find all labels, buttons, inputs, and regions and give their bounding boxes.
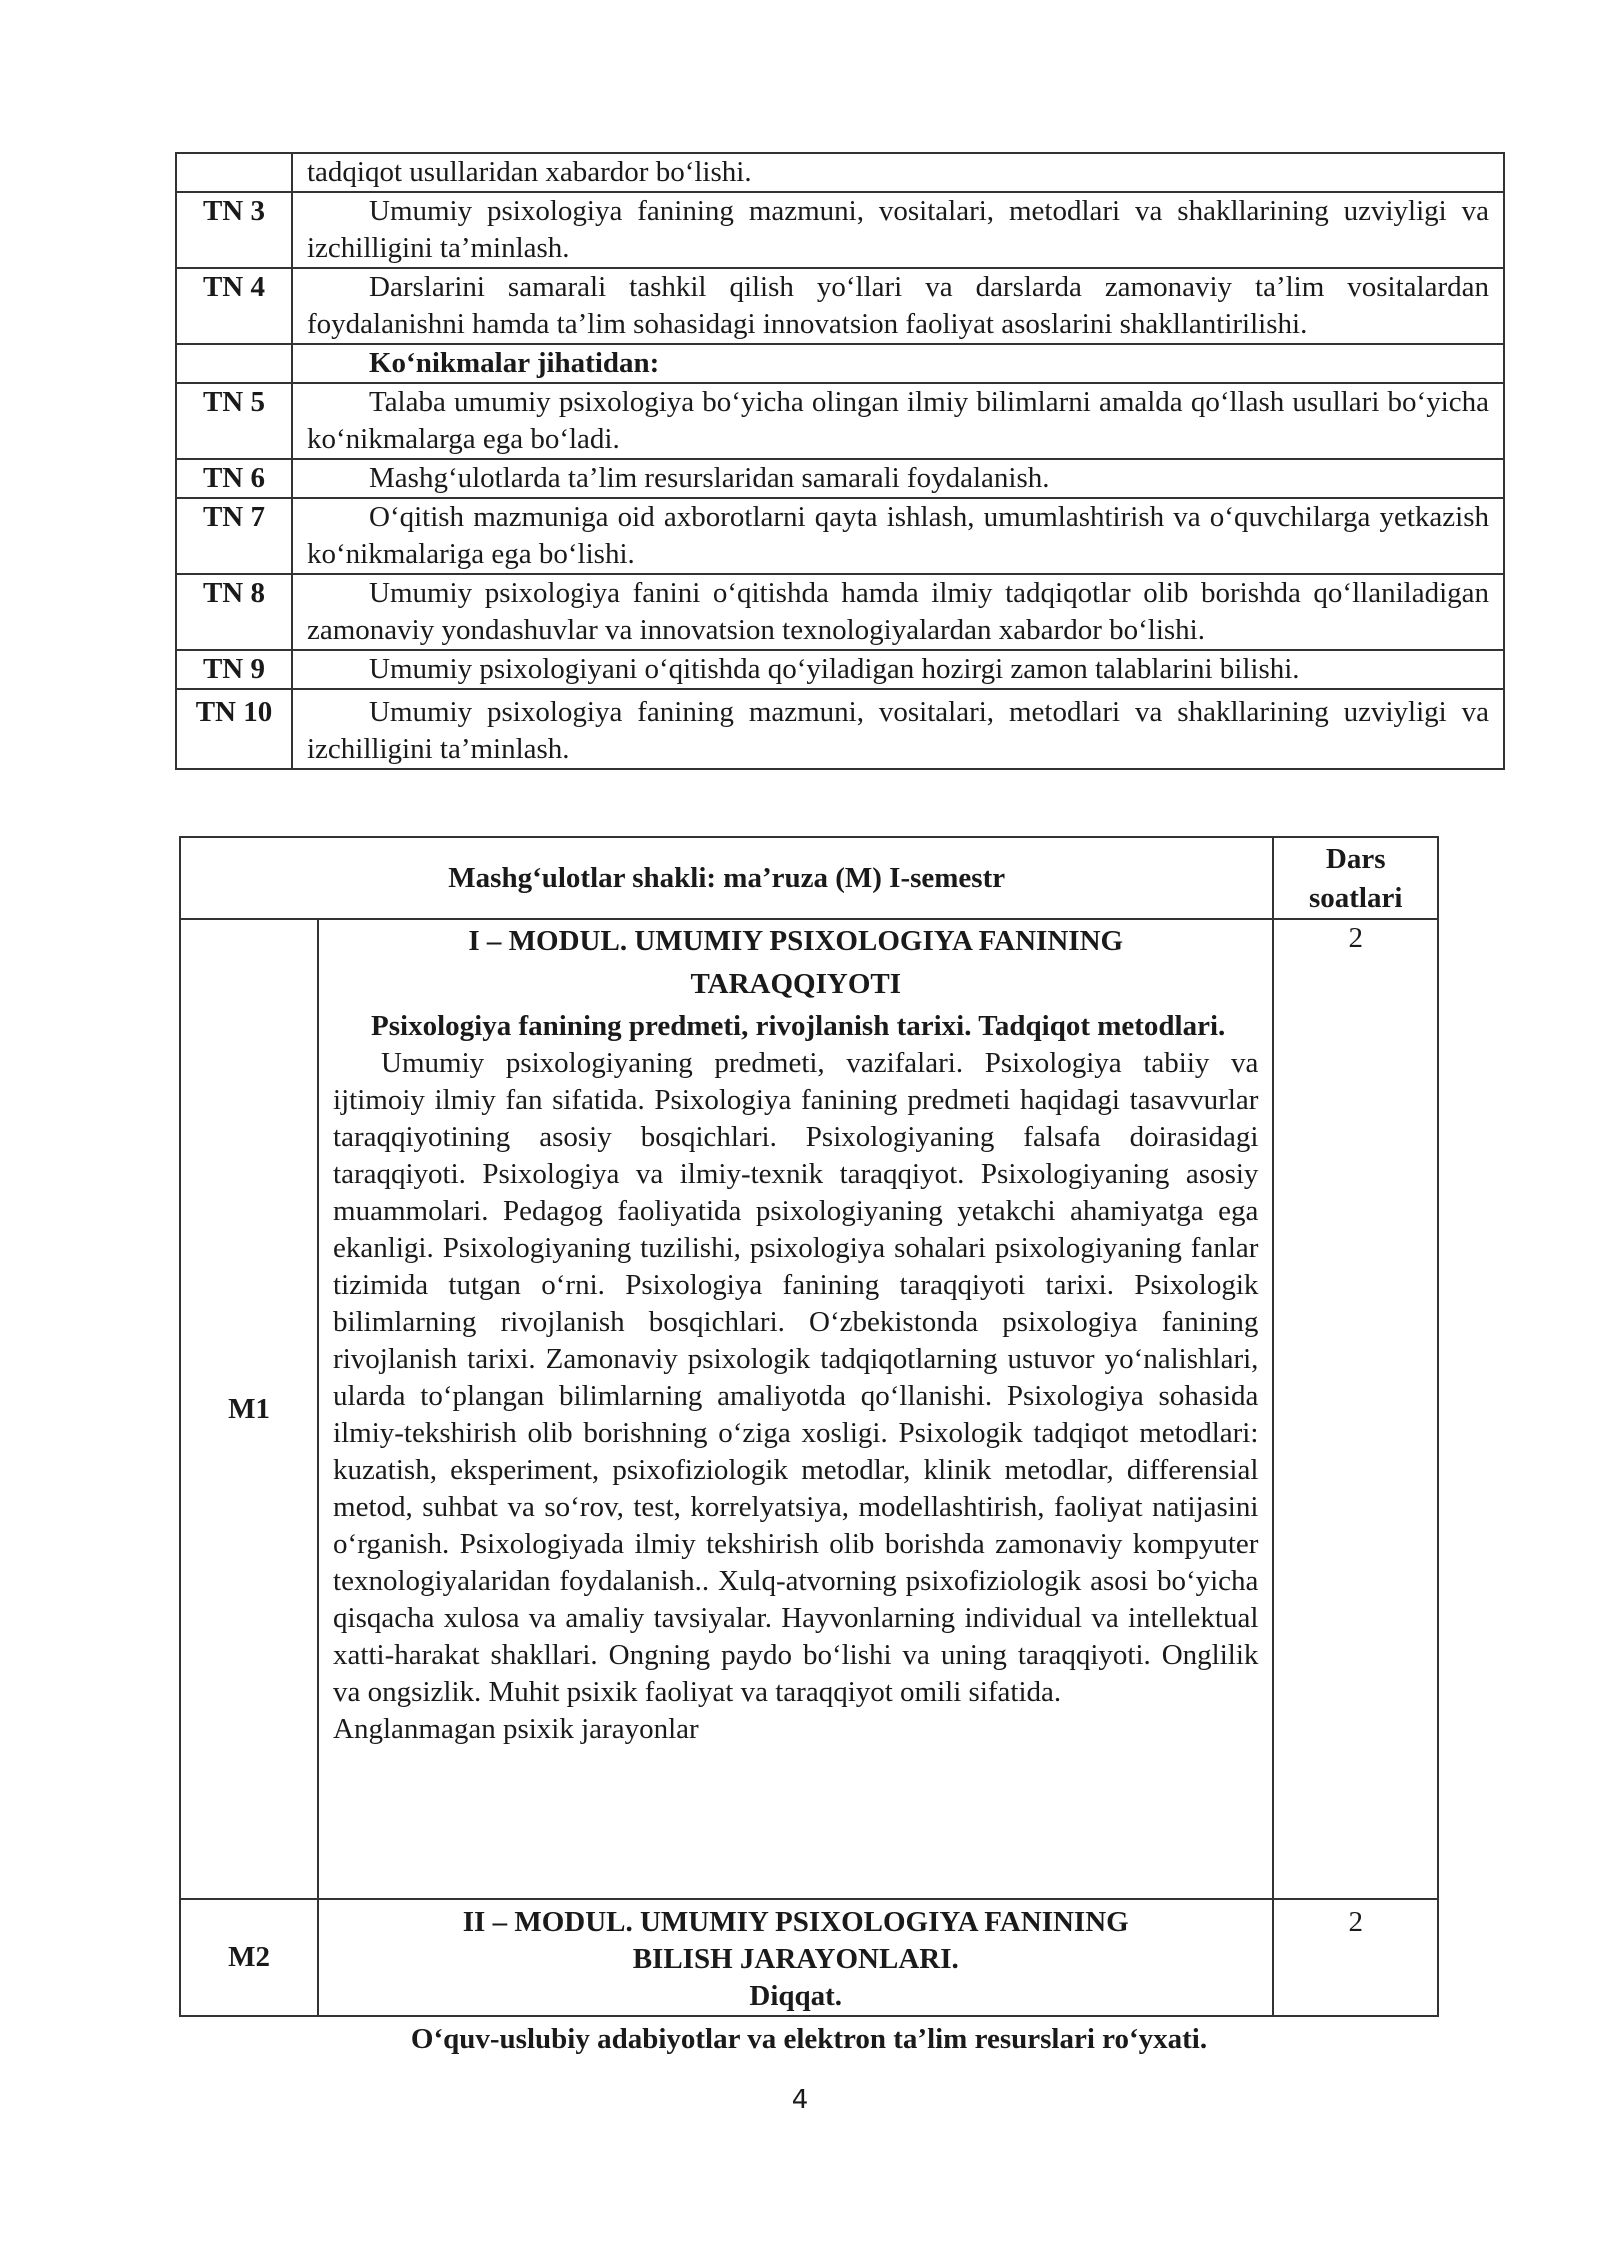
module-content	[318, 1899, 1273, 2016]
table-row	[176, 689, 1504, 769]
table-row	[176, 383, 1504, 459]
row-text: Mashg‘ulotlarda ta’lim resurslaridan samarali foydalanish.	[292, 459, 1504, 498]
lecture-schedule-table	[179, 836, 1439, 2017]
row-label	[176, 153, 292, 192]
learning-outcomes-table	[175, 152, 1505, 770]
row-text: tadqiqot usullaridan xabardor bo‘lishi.	[292, 153, 1504, 192]
module-title-line: BILISH JARAYONLARI.	[632, 1943, 959, 1975]
module-label: M1	[180, 919, 318, 1899]
row-label: TN 4	[176, 268, 292, 344]
row-text: Darslarini samarali tashkil qilish yo‘llari va darslarda zamonaviy ta’lim vositalardan foydalanishni hamda ta’lim sohasidagi innovatsion faoliyat asoslarini shakllantirilishi.	[292, 268, 1504, 344]
module-title	[333, 1904, 1258, 2015]
row-label: TN 10	[176, 689, 292, 769]
table-row	[176, 459, 1504, 498]
table-row	[176, 192, 1504, 268]
page-number: 4	[791, 2085, 809, 2115]
row-label: TN 8	[176, 574, 292, 650]
module-title-line: II – MODUL. UMUMIY PSIXOLOGIYA FANINING	[462, 1906, 1129, 1938]
module-title-line: I – MODUL. UMUMIY PSIXOLOGIYA FANINING	[468, 925, 1124, 957]
header-hours-line: soatlari	[1308, 882, 1403, 914]
topic-heading: Diqqat.	[749, 1980, 843, 2012]
topic-description: Umumiy psixologiyaning predmeti, vazifalari. Psixologiya tabiiy va ijtimoiy ilmiy fan sifatida. Psixologiya fanining predmeti haqidagi tasavvurlar taraqqiyotining asosiy bosqichlari. Psixologiyaning falsafa doirasidagi taraqqiyoti. Psixologiya va ilmiy-texnik taraqqiyot. Psixologiyaning asosiy muammolari. Pedagog faoliyatida psixologiyaning yetakchi ahamiyatga ega ekanligi. Psixologiyaning tuzilishi, psixologiya sohalari psixologiyaning fanlar tizimida tutgan o‘rni. Psixologiya fanining taraqqiyoti tarixi. Psixologik bilimlarning rivojlanish bosqichlari. O‘zbekistonda psixologiya fanining rivojlanish tarixi. Zamonaviy psixologik tadqiqotlarning ustuvor yo‘nalishlari, ularda to‘plangan bilimlarning amaliyotda qo‘llanishi. Psixologiya sohasida ilmiy-tekshirish olib borishning o‘ziga xosligi. Psixologik tadqiqot metodlari: kuzatish, eksperiment, psixofiziologik metodlar, klinik metodlar, differensial metod, suhbat va so‘rov, test, korrelyatsiya, modellashtirish, faoliyat natijasini o‘rganish. Psixologiyada ilmiy tekshirish olib borishda zamonaviy kompyuter texnologiyalaridan foydalanish.. Xulq-atvorning psixofiziologik asosi bo‘yicha qisqacha xulosa va amaliy tavsiyalar. Hayvonlarning individual va intellektual xatti-harakat shakllari. Ongning paydo bo‘lishi va uning taraqqiyoti. Onglilik va ongsizlik. Muhit psixik faoliyat va taraqqiyot omili sifatida.	[333, 1047, 1259, 1708]
section-heading: O‘quv-uslubiy adabiyotlar va elektron ta’lim resurslari ro‘yxati.	[410, 2023, 1208, 2055]
row-label: TN 7	[176, 498, 292, 574]
topic-description-last-line: Anglanmagan psixik jarayonlar	[333, 1713, 699, 1745]
section-subheading: Ko‘nikmalar jihatidan:	[292, 344, 1504, 383]
header-hours-line: Dars	[1325, 843, 1386, 875]
table-row	[176, 650, 1504, 689]
module-title-line: TARAQQIYOTI	[690, 968, 902, 1000]
row-text: Umumiy psixologiya fanining mazmuni, vositalari, metodlari va shakllarining uzviyligi va izchilligini ta’minlash.	[292, 689, 1504, 769]
table-row	[176, 268, 1504, 344]
module-content	[318, 919, 1273, 1899]
column-header-form: Mashg‘ulotlar shakli: ma’ruza (M) I-semestr	[180, 837, 1273, 919]
row-label: TN 6	[176, 459, 292, 498]
row-text: O‘qitish mazmuniga oid axborotlarni qayta ishlash, umumlashtirish va o‘quvchilarga yetkazish ko‘nikmalariga ega bo‘lishi.	[292, 498, 1504, 574]
table-row	[180, 919, 1438, 1899]
table-row	[176, 153, 1504, 192]
module-hours: 2	[1273, 919, 1438, 1899]
table-header-row	[180, 837, 1438, 919]
module-title	[333, 920, 1258, 1006]
row-label: TN 9	[176, 650, 292, 689]
row-label	[176, 344, 292, 383]
table-row	[176, 498, 1504, 574]
table-row	[176, 574, 1504, 650]
row-label: TN 5	[176, 383, 292, 459]
table-row	[180, 1899, 1438, 2016]
module-label: M2	[180, 1899, 318, 2016]
row-label: TN 3	[176, 192, 292, 268]
topic-heading: Psixologiya fanining predmeti, rivojlanish tarixi. Tadqiqot metodlari.	[371, 1010, 1226, 1042]
row-text: Umumiy psixologiya fanining mazmuni, vositalari, metodlari va shakllarining uzviyligi va izchilligini ta’minlash.	[292, 192, 1504, 268]
column-header-hours	[1273, 837, 1438, 919]
row-text: Umumiy psixologiyani o‘qitishda qo‘yiladigan hozirgi zamon talablarini bilishi.	[292, 650, 1504, 689]
module-hours: 2	[1273, 1899, 1438, 2016]
table-row	[176, 344, 1504, 383]
row-text: Umumiy psixologiya fanini o‘qitishda hamda ilmiy tadqiqotlar olib borishda qo‘llaniladigan zamonaviy yondashuvlar va innovatsion texnologiyalardan xabardor bo‘lishi.	[292, 574, 1504, 650]
row-text: Talaba umumiy psixologiya bo‘yicha olingan ilmiy bilimlarni amalda qo‘llash usullari bo‘yicha ko‘nikmalarga ega bo‘ladi.	[292, 383, 1504, 459]
